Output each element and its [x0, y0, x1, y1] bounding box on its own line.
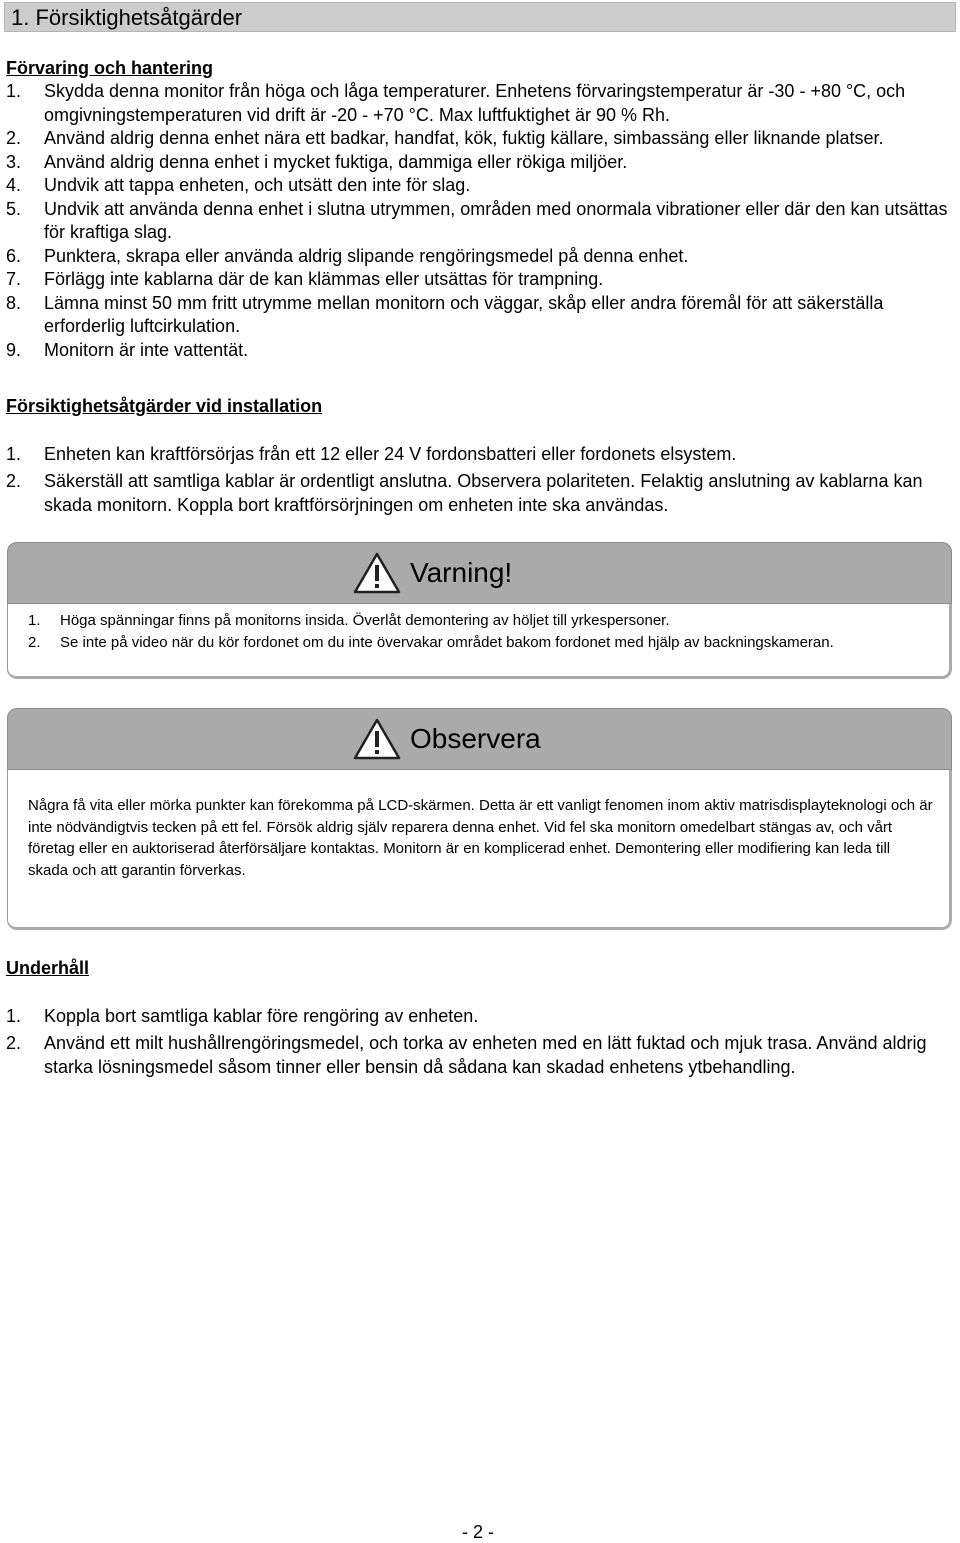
list-item: 7. Förlägg inte kablarna där de kan klämmas eller utsättas för trampning.: [6, 269, 604, 289]
list-item: 1. Koppla bort samtliga kablar före rengöring av enheten.: [6, 1006, 479, 1026]
note-title: Observera: [410, 723, 541, 754]
maintenance-heading: Underhåll: [6, 958, 90, 978]
list-item: 3. Använd aldrig denna enhet i mycket fuktiga, dammiga eller rökiga miljöer.: [6, 151, 628, 172]
warning-list: [28, 610, 938, 653]
section-header-bar: [4, 2, 956, 32]
warning-title: Varning!: [410, 557, 513, 588]
warning-box: [7, 542, 952, 679]
storage-heading: Förvaring och hantering: [6, 58, 214, 78]
warning-box-body: [7, 604, 952, 679]
warning-box-header: [7, 542, 952, 604]
list-item: 8. Lämna minst 50 mm fritt utrymme mellan monitorn och väggar, skåp eller andra föremål för att säkerställa erforderlig luftcirkulation.: [6, 292, 884, 336]
list-item: 2. Säkerställ att samtliga kablar är ordentligt anslutna. Observera polariteten. Felaktig anslutning av kablarna kan skada monitorn. Koppla bort kraftförsörjningen om enheten inte ska användas.: [6, 471, 923, 515]
list-item: 5. Undvik att använda denna enhet i slutna utrymmen, områden med onormala vibrationer eller där den kan utsättas för kraftiga slag.: [6, 198, 948, 242]
list-item: 2. Använd aldrig denna enhet nära ett badkar, handfat, kök, fuktig källare, simbassäng eller liknande platser.: [6, 128, 884, 148]
list-item: 1. Höga spänningar finns på monitorns insida. Överlåt demontering av höljet till yrkespersoner.: [28, 612, 670, 629]
list-item: 1. Skydda denna monitor från höga och låga temperaturer. Enhetens förvaringstemperatur är -30 - +80 °C, och omgivningstemperaturen vid drift är -20 - +70 °C. Max luftfuktighet är 90 % Rh.: [6, 81, 906, 125]
installation-heading: Försiktighetsåtgärder vid installation: [6, 396, 323, 416]
note-box: [7, 708, 952, 930]
note-box-header: [7, 708, 952, 770]
section-title: 1. Försiktighetsåtgärder: [11, 5, 243, 30]
note-box-body: [7, 770, 952, 930]
warning-triangle-icon: [352, 717, 402, 761]
list-item: 4. Undvik att tappa enheten, och utsätt den inte för slag.: [6, 175, 471, 195]
list-item: 6. Punktera, skrapa eller använda aldrig slipande rengöringsmedel på denna enhet.: [6, 245, 689, 266]
list-item: 2. Använd ett milt hushållrengöringsmedel, och torka av enheten med en lätt fuktad och mjuk trasa. Använd aldrig starka lösningsmedel såsom tinner eller bensin då sådana kan skadad enhetens ytbehandling.: [6, 1033, 927, 1077]
installation-list: [6, 442, 951, 520]
list-item: 2. Se inte på video när du kör fordonet om du inte övervakar området bakom fordonet med hjälp av backningskameran.: [28, 633, 834, 651]
page-number: - 2 -: [462, 1522, 495, 1542]
warning-triangle-icon: [352, 551, 402, 595]
note-text: Några få vita eller mörka punkter kan förekomma på LCD-skärmen. Detta är ett vanligt fenomen inom aktiv matrisdisplayteknologi och är inte nödvändigtvis tecken på ett fel. Försök aldrig själv reparera denna enhet. Vid fel ska monitorn omedelbart stängas av, och vårt företag eller en auktoriserad återförsäljare kontaktas. Monitorn är en komplicerad enhet. Demontering eller modifiering kan leda till skada och att garantin förverkas.: [28, 797, 933, 879]
maintenance-list: [6, 1004, 951, 1082]
storage-list: [6, 80, 951, 362]
list-item: 1. Enheten kan kraftförsörjas från ett 12 eller 24 V fordonsbatteri eller fordonets elsystem.: [6, 444, 737, 464]
list-item: 9. Monitorn är inte vattentät.: [6, 339, 249, 360]
